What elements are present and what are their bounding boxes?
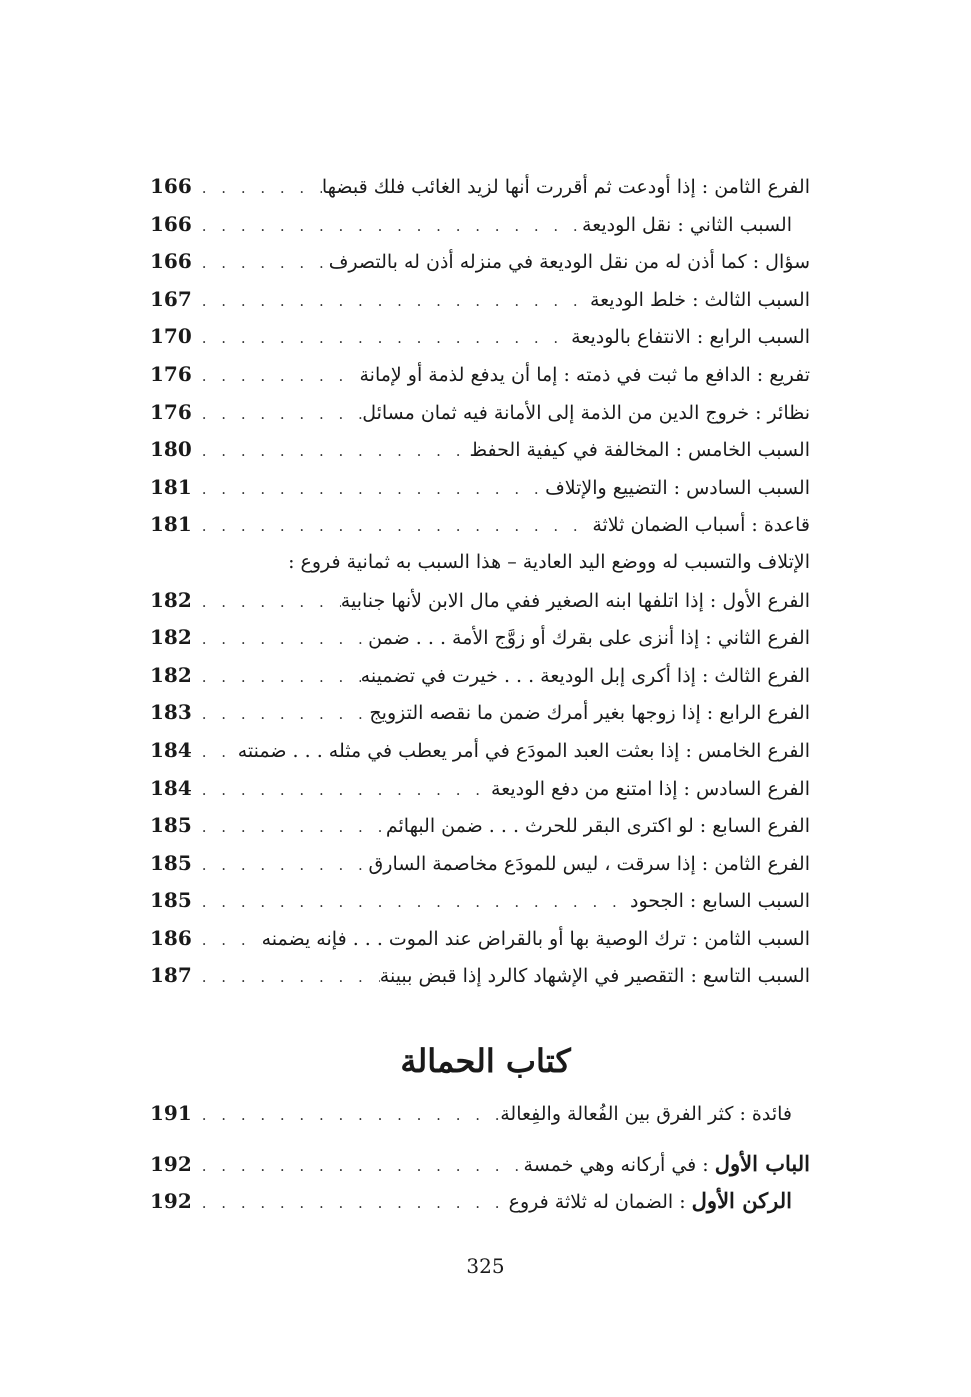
leader-dots <box>192 847 369 885</box>
toc-page-number: 191 <box>150 1101 192 1125</box>
leader-dots <box>192 772 491 810</box>
toc-entry-title: السبب الثامن : ترك الوصية بها أو بالقراض عند الموت . . . فإنه يضمنه <box>261 927 810 950</box>
toc-page-number: 181 <box>150 512 192 537</box>
toc-list <box>150 168 810 995</box>
toc-row <box>150 882 810 920</box>
toc-page-number: 186 <box>150 925 192 950</box>
toc-page-number: 180 <box>150 437 192 462</box>
toc-entry-title <box>524 1145 810 1185</box>
toc-row <box>150 582 810 620</box>
toc-row <box>150 469 810 507</box>
toc-entry-text: : في أركانه وهي خمسة <box>523 1153 715 1176</box>
section-heading: كتاب الحمالة <box>400 1042 571 1080</box>
leader-dots <box>192 959 380 997</box>
toc-entry-title: الفرع الثامن : إذا سرقت ، ليس للمودَع مخاصمة السارق <box>368 852 810 875</box>
toc-row <box>150 431 810 469</box>
toc-row <box>150 732 810 770</box>
toc-page-number: 185 <box>150 813 192 838</box>
leader-dots <box>192 696 370 734</box>
toc-page-number: 192 <box>150 1151 192 1176</box>
toc-row <box>150 318 810 356</box>
toc-entry-title: السبب الرابع : الانتفاع بالوديعة <box>571 326 810 349</box>
leader-dots <box>192 358 360 396</box>
toc-entry-title: السبب السابع : الجحود <box>629 890 810 913</box>
toc-page-number: 176 <box>150 361 192 386</box>
toc-row <box>150 807 810 845</box>
toc-row <box>150 770 810 808</box>
toc-page-number: 187 <box>150 963 192 988</box>
leader-dots <box>192 208 582 246</box>
toc-entry-title: السبب السادس : التضييع والإتلاف <box>545 476 810 499</box>
toc-entry-title: الفرع الثالث : إذا أكرى إبل الوديعة . . . خيرت في تضمينه <box>360 664 810 687</box>
leader-dots <box>192 884 630 922</box>
leader-dots <box>192 584 341 622</box>
leader-dots <box>192 320 571 358</box>
toc-entry-title: الفرع الثامن : إذا أودعت ثم أقررت أنها لزيد الغائب فلك قبضها <box>321 176 810 198</box>
toc-row <box>150 619 810 657</box>
toc-page-number: 166 <box>150 211 192 236</box>
toc-page-number: 183 <box>150 700 192 725</box>
leader-dots <box>192 471 545 509</box>
toc-row <box>150 1145 810 1183</box>
toc-entry-text: فائدة : كثر الفرق بين الفُعالة والفِعالة <box>500 1103 792 1125</box>
leader-dots <box>192 659 361 697</box>
leader-dots <box>192 922 262 960</box>
toc-entry-title: الفرع الخامس : إذا بعثت العبد المودَع في أمر يعطب في مثله . . . ضمنته <box>237 739 810 762</box>
toc-entry-title: الفرع السابع : لو اكترى البقر للحرث . . . ضمن البهائم <box>385 815 810 838</box>
toc-page-number: 182 <box>150 662 192 687</box>
toc-entry-bold: الباب الأول <box>714 1150 810 1176</box>
toc-entry-title: السبب التاسع : التقصير في الإشهاد كالرد إذا قبض ببينة <box>379 965 810 988</box>
toc-entry-title: قاعدة : أسباب الضمان ثلاثة <box>592 514 810 537</box>
toc-row <box>150 356 810 394</box>
toc-page-number: 182 <box>150 625 192 650</box>
toc-row <box>150 394 810 432</box>
toc-entry-title: الفرع الرابع : إذا زوجها بغير أمرك ضمن ما نقصه التزويج <box>369 702 810 725</box>
toc-row <box>150 957 810 995</box>
toc-page-number: 166 <box>150 174 192 198</box>
toc-row <box>150 920 810 958</box>
toc-entry-title: الإتلاف والتسبب له ووضع اليد العادية – هذا السبب به ثمانية فروع : <box>288 550 810 573</box>
leader-dots <box>192 170 322 208</box>
leader-dots <box>192 245 329 283</box>
toc-row <box>150 845 810 883</box>
toc-entry-title: تفريع : الدافع ما ثبت في ذمته : إما أن يدفع لذمة أو لإمانة <box>359 363 810 386</box>
leader-dots <box>192 1148 524 1186</box>
toc-entry-title: سؤال : كما أذن له من نقل الوديعة في منزله أذن له بالتصرف <box>328 251 810 274</box>
toc-list-section2 <box>150 1095 810 1220</box>
page-number: 325 <box>466 1254 505 1278</box>
leader-dots <box>192 1185 509 1223</box>
toc-entry-title <box>500 1096 792 1134</box>
toc-page-number: 166 <box>150 249 192 274</box>
toc-row <box>150 694 810 732</box>
toc-page-number: 192 <box>150 1189 192 1214</box>
toc-row <box>150 243 810 281</box>
leader-dots <box>192 1097 500 1135</box>
leader-dots <box>192 809 386 847</box>
toc-page-number: 176 <box>150 399 192 424</box>
toc-page-number: 170 <box>150 324 192 349</box>
toc-entry-title: السبب الثاني : نقل الوديعة <box>582 213 792 236</box>
toc-page-number: 185 <box>150 888 192 913</box>
toc-entry-text: : الضمان له ثلاثة فروع <box>508 1191 692 1214</box>
toc-row <box>150 206 810 244</box>
leader-dots <box>192 283 590 321</box>
toc-entry-title: الفرع الأول : إذا اتلفها ابنه الصغير ففي مال الابن لأنها جنابية <box>340 589 810 612</box>
toc-entry-title: الفرع الثاني : إذا أنزى على بقرك أو زوَّج الأمة . . . ضمن <box>368 627 810 650</box>
toc-entry-title: الفرع السادس : إذا امتنع من دفع الوديعة <box>491 777 810 800</box>
leader-dots <box>192 396 362 434</box>
toc-page-number: 167 <box>150 286 192 311</box>
toc-entry-title: السبب الثالث : خلط الوديعة <box>589 288 810 311</box>
toc-entry-title <box>509 1182 792 1222</box>
toc-page-number: 182 <box>150 587 192 612</box>
toc-row <box>150 506 810 544</box>
toc-page-number: 181 <box>150 474 192 499</box>
leader-dots <box>192 621 368 659</box>
toc-row <box>150 168 810 206</box>
toc-row <box>150 281 810 319</box>
toc-entry-bold: الركن الأول <box>691 1188 792 1214</box>
toc-row <box>150 544 810 582</box>
toc-entry-title: نظائر : خروج الدين من الذمة إلى الأمانة فيه ثمان مسائل <box>362 401 810 424</box>
toc-page-number: 185 <box>150 850 192 875</box>
toc-row <box>150 1095 810 1133</box>
toc-page-number: 184 <box>150 737 192 762</box>
leader-dots <box>192 433 470 471</box>
toc-row <box>150 657 810 695</box>
toc-page-number: 184 <box>150 775 192 800</box>
leader-dots <box>192 734 238 772</box>
leader-dots <box>192 508 593 546</box>
toc-entry-title: السبب الخامس : المخالفة في كيفية الحفظ <box>469 439 810 462</box>
toc-row <box>150 1182 810 1220</box>
